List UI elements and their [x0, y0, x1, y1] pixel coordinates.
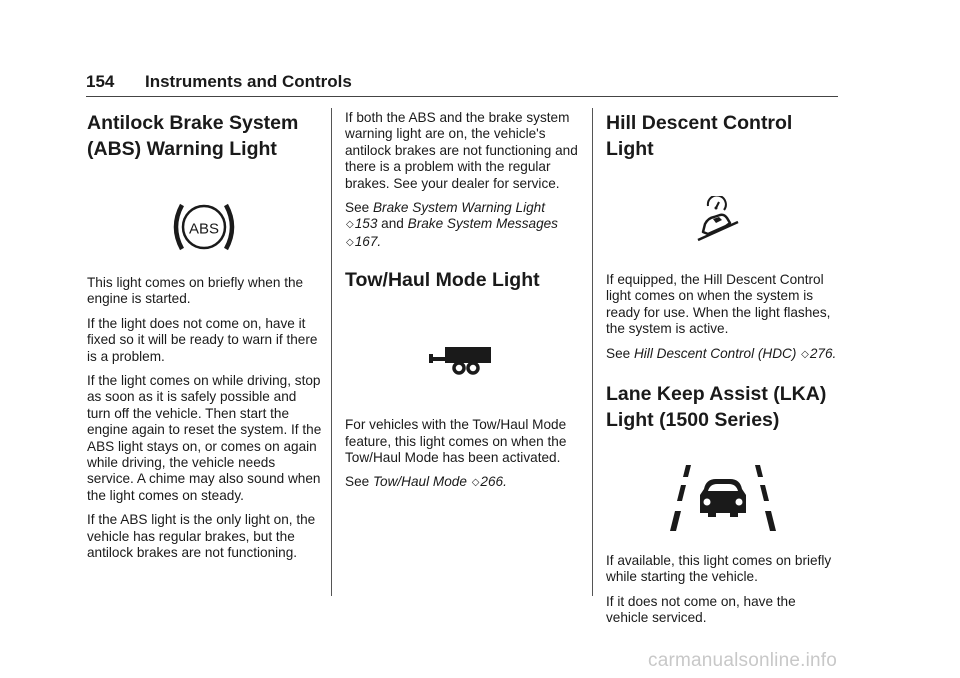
abs-heading-line1: Antilock Brake System — [87, 112, 299, 134]
ref-brake-warning-page[interactable]: 153 — [354, 216, 378, 232]
lka-heading-line2: Light (1500 Series) — [606, 409, 780, 432]
hill-descent-icon — [694, 196, 744, 242]
page-ref-arrow-icon: ◇ — [346, 236, 354, 248]
tow-haul-see-also: See Tow/Haul Mode ◇266. — [345, 474, 507, 490]
column-divider-1 — [331, 108, 332, 596]
hdc-see-also: See Hill Descent Control (HDC) ◇276. — [606, 345, 837, 361]
abs-paragraph-1: This light comes on briefly when the engine is started. — [87, 275, 304, 307]
lka-paragraph-1: If available, this light comes on briefly while starting the vehicle. — [606, 553, 832, 585]
page-number: 154 — [86, 72, 115, 91]
page-header — [86, 70, 838, 97]
lka-paragraph-2: If it does not come on, have the vehicle serviced. — [606, 593, 796, 626]
ref-hill-descent-control[interactable]: Hill Descent Control (HDC) — [633, 345, 797, 361]
abs-icon-area — [87, 162, 322, 275]
watermark: carmanualsonline.info — [648, 650, 838, 671]
abs-heading-line2: (ABS) Warning Light — [87, 138, 277, 160]
ref-brake-messages-page[interactable]: 167 — [354, 233, 378, 249]
hdc-paragraph: If equipped, the Hill Descent Control light comes on when the system is ready for use. When the light flashes, the system is active. — [606, 272, 831, 337]
ref-tow-haul-mode[interactable]: Tow/Haul Mode — [372, 474, 467, 490]
column-1 — [87, 110, 322, 570]
abs-paragraph-3: If the light comes on while driving, stop as soon as it is safely possible and turn off the vehicle. Then start the engine again to reset the system. If the ABS light stays on, or comes on again while driving, the vehicle needs service. A chime may also sound when the light comes on steady. — [87, 373, 322, 503]
and-label: and — [381, 216, 404, 232]
hdc-heading: Hill Descent Control Light — [606, 112, 793, 160]
column-divider-2 — [592, 108, 593, 596]
ref-hdc-page[interactable]: 276 — [809, 345, 833, 361]
page-ref-arrow-icon: ◇ — [471, 477, 480, 489]
brake-see-also: See Brake System Warning Light ◇153 and Brake System Messages ◇167. — [345, 200, 558, 249]
lane-keep-icon — [668, 463, 778, 535]
ref-brake-system-messages[interactable]: Brake System Messages — [407, 216, 558, 232]
abs-warning-icon — [169, 199, 239, 255]
abs-icon-text: ABS — [188, 220, 220, 238]
lka-icon-area — [606, 433, 841, 553]
tow-haul-heading: Tow/Haul Mode Light — [345, 269, 540, 292]
tow-icon-area — [345, 293, 585, 417]
lka-heading-line1: Lane Keep Assist (LKA) — [606, 383, 827, 406]
column-2 — [345, 110, 585, 500]
abs-paragraph-4: If the ABS light is the only light on, the vehicle has regular brakes, but the antilock brakes are not functioning. — [87, 512, 316, 561]
see-label: See — [606, 345, 631, 361]
section-title: Instruments and Controls — [145, 72, 352, 91]
see-label: See — [345, 474, 370, 490]
brake-paragraph: If both the ABS and the brake system warning light are on, the vehicle's antilock brakes are not functioning and there is a problem with the regular brakes. See your dealer for service. — [345, 110, 578, 191]
page-ref-arrow-icon: ◇ — [346, 219, 354, 231]
page-ref-arrow-icon: ◇ — [801, 348, 809, 360]
ref-brake-warning-light[interactable]: Brake System Warning Light — [372, 200, 545, 216]
trailer-icon — [429, 341, 499, 381]
abs-heading — [87, 110, 322, 162]
tow-haul-paragraph: For vehicles with the Tow/Haul Mode feature, this light comes on when the Tow/Haul Mode has been activated. — [345, 417, 567, 466]
hdc-icon-area — [606, 162, 841, 272]
see-label: See — [345, 200, 370, 216]
ref-tow-haul-page[interactable]: 266 — [480, 474, 504, 490]
lka-heading — [606, 381, 841, 433]
column-3 — [606, 110, 841, 635]
abs-paragraph-2: If the light does not come on, have it fixed so it will be ready to warn if there is a problem. — [87, 315, 318, 364]
